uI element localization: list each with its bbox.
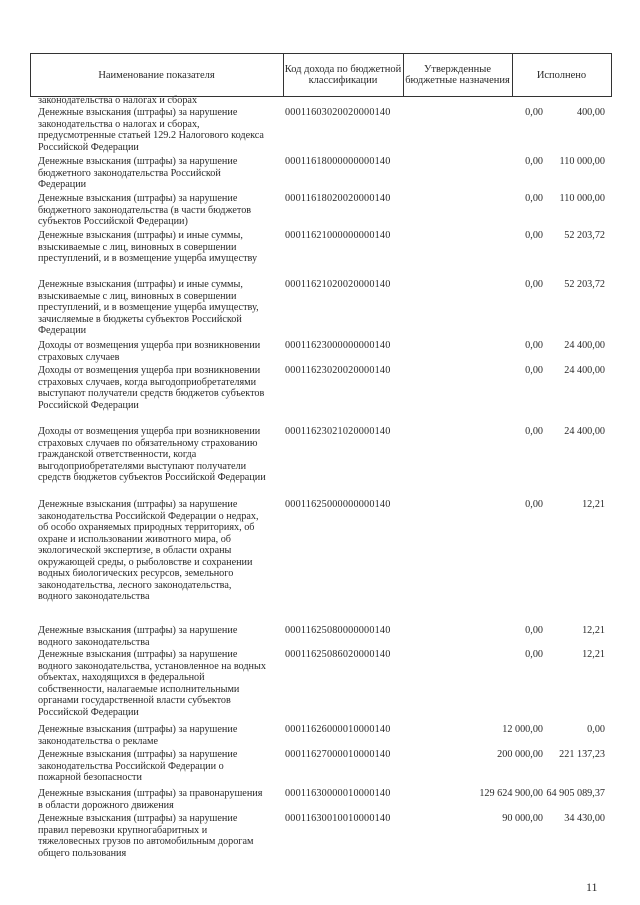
row-executed: 110 000,00 [559,156,605,167]
row-code: 00011623021020000140 [285,426,391,437]
row-plan: 0,00 [525,625,543,636]
row-code: 00011621020020000140 [285,279,391,290]
header-plan: Утвержденные бюджетные назначения [405,64,510,86]
row-executed: 221 137,23 [559,749,605,760]
row-name: Денежные взыскания (штрафы) и иные суммы, взыскиваемые с лиц, виновных в совершении преступлений, и в возмещение ущерба имуществу [38,230,258,264]
row-executed: 52 203,72 [564,279,605,290]
row-plan: 12 000,00 [502,724,543,735]
row-executed: 400,00 [576,107,605,118]
row-name: Денежные взыскания (штрафы) за нарушение бюджетного законодательства (в части бюджетов субъектов Российской Федерации) [38,193,252,227]
row-name: Денежные взыскания (штрафы) за нарушение законодательства о налогах и сборах, предусмотренные статьей 129.2 Налогового кодекса Российской Федерации [38,107,264,153]
row-executed: 12,21 [582,499,605,510]
row-name: Денежные взыскания (штрафы) за нарушение законодательства Российской Федерации о пожарной безопасности [38,749,238,783]
row-code: 00011626000010000140 [285,724,391,735]
row-code: 00011623000000000140 [285,340,391,351]
row-plan: 90 000,00 [502,813,543,824]
row-name: Доходы от возмещения ущерба при возникновении страховых случаев [38,340,261,363]
row-code: 00011623020020000140 [285,365,391,376]
row-code: 00011630000010000140 [285,788,391,799]
row-executed: 0,00 [587,724,605,735]
row-plan: 0,00 [525,499,543,510]
row-code: 00011618020020000140 [285,193,391,204]
row-executed: 24 400,00 [564,365,605,376]
row-plan: 0,00 [525,193,543,204]
row-code: 00011630010010000140 [285,813,391,824]
header-name: Наименование показателя [98,69,215,81]
row-name: Доходы от возмещения ущерба при возникновении страховых случаев, когда выгодоприобретателями выступают получатели средств бюджетов субъектов Российской Федерации [38,365,265,411]
row-plan: 129 624 900,00 [479,788,543,799]
row-code: 00011625086020000140 [285,649,391,660]
row-plan: 0,00 [525,107,543,118]
row-name: Денежные взыскания (штрафы) за нарушение водного законодательства, установленное на водных объектах, находящихся в федеральной собственности, налагаемые исполнительными органами государственной власти субъектов Российской Федерации [38,649,266,718]
header-code: Код дохода по бюджетной классификации [284,64,402,86]
row-plan: 0,00 [525,340,543,351]
row-code: 00011625000000000140 [285,499,391,510]
row-name: Доходы от возмещения ущерба при возникновении страховых случаев по обязательному страхованию гражданской ответственности, когда выгодоприобретателями выступают получатели средств бюджетов субъектов Российской Федерации [38,426,266,483]
row-plan: 0,00 [525,649,543,660]
row-executed: 52 203,72 [564,230,605,241]
row-plan: 0,00 [525,279,543,290]
row-plan: 200 000,00 [497,749,543,760]
row-code: 00011603020020000140 [285,107,391,118]
row-name: законодательства о налогах и сборах [38,95,198,106]
page-number: 11 [586,880,598,894]
row-executed: 34 430,00 [564,813,605,824]
row-executed: 110 000,00 [559,193,605,204]
row-name: Денежные взыскания (штрафы) за нарушение водного законодательства [38,625,238,648]
row-executed: 24 400,00 [564,426,605,437]
row-name: Денежные взыскания (штрафы) за нарушение бюджетного законодательства Российской Федерации [38,156,238,190]
table-header [30,53,612,97]
row-executed: 12,21 [582,649,605,660]
row-code: 00011621000000000140 [285,230,391,241]
header-executed: Исполнено [536,69,587,81]
row-executed: 12,21 [582,625,605,636]
row-executed: 24 400,00 [564,340,605,351]
row-plan: 0,00 [525,426,543,437]
row-plan: 0,00 [525,156,543,167]
row-name: Денежные взыскания (штрафы) за нарушение правил перевозки крупногабаритных и тяжеловесных грузов по автомобильным дорогам общего пользования [38,813,254,859]
row-code: 00011625080000000140 [285,625,391,636]
row-name: Денежные взыскания (штрафы) за нарушение законодательства о рекламе [38,724,238,747]
row-executed: 64 905 089,37 [546,788,605,799]
row-name: Денежные взыскания (штрафы) и иные суммы, взыскиваемые с лиц, виновных в совершении преступлений, и в возмещение ущерба имуществу, зачисляемые в бюджеты субъектов Российской Федерации [38,279,259,336]
row-name: Денежные взыскания (штрафы) за нарушение законодательства Российской Федерации о недрах, об особо охраняемых природных территориях, об охране и использовании животного мира, об экологической экспертизе, в области охраны окружающей среды, о рыболовстве и сохранении водных биологических ресурсов, земельного законодательства, лесного законодательства, водного законодательства [38,499,259,602]
row-plan: 0,00 [525,230,543,241]
row-code: 00011618000000000140 [285,156,391,167]
row-code: 00011627000010000140 [285,749,391,760]
row-name: Денежные взыскания (штрафы) за правонарушения в области дорожного движения [38,788,263,811]
row-plan: 0,00 [525,365,543,376]
